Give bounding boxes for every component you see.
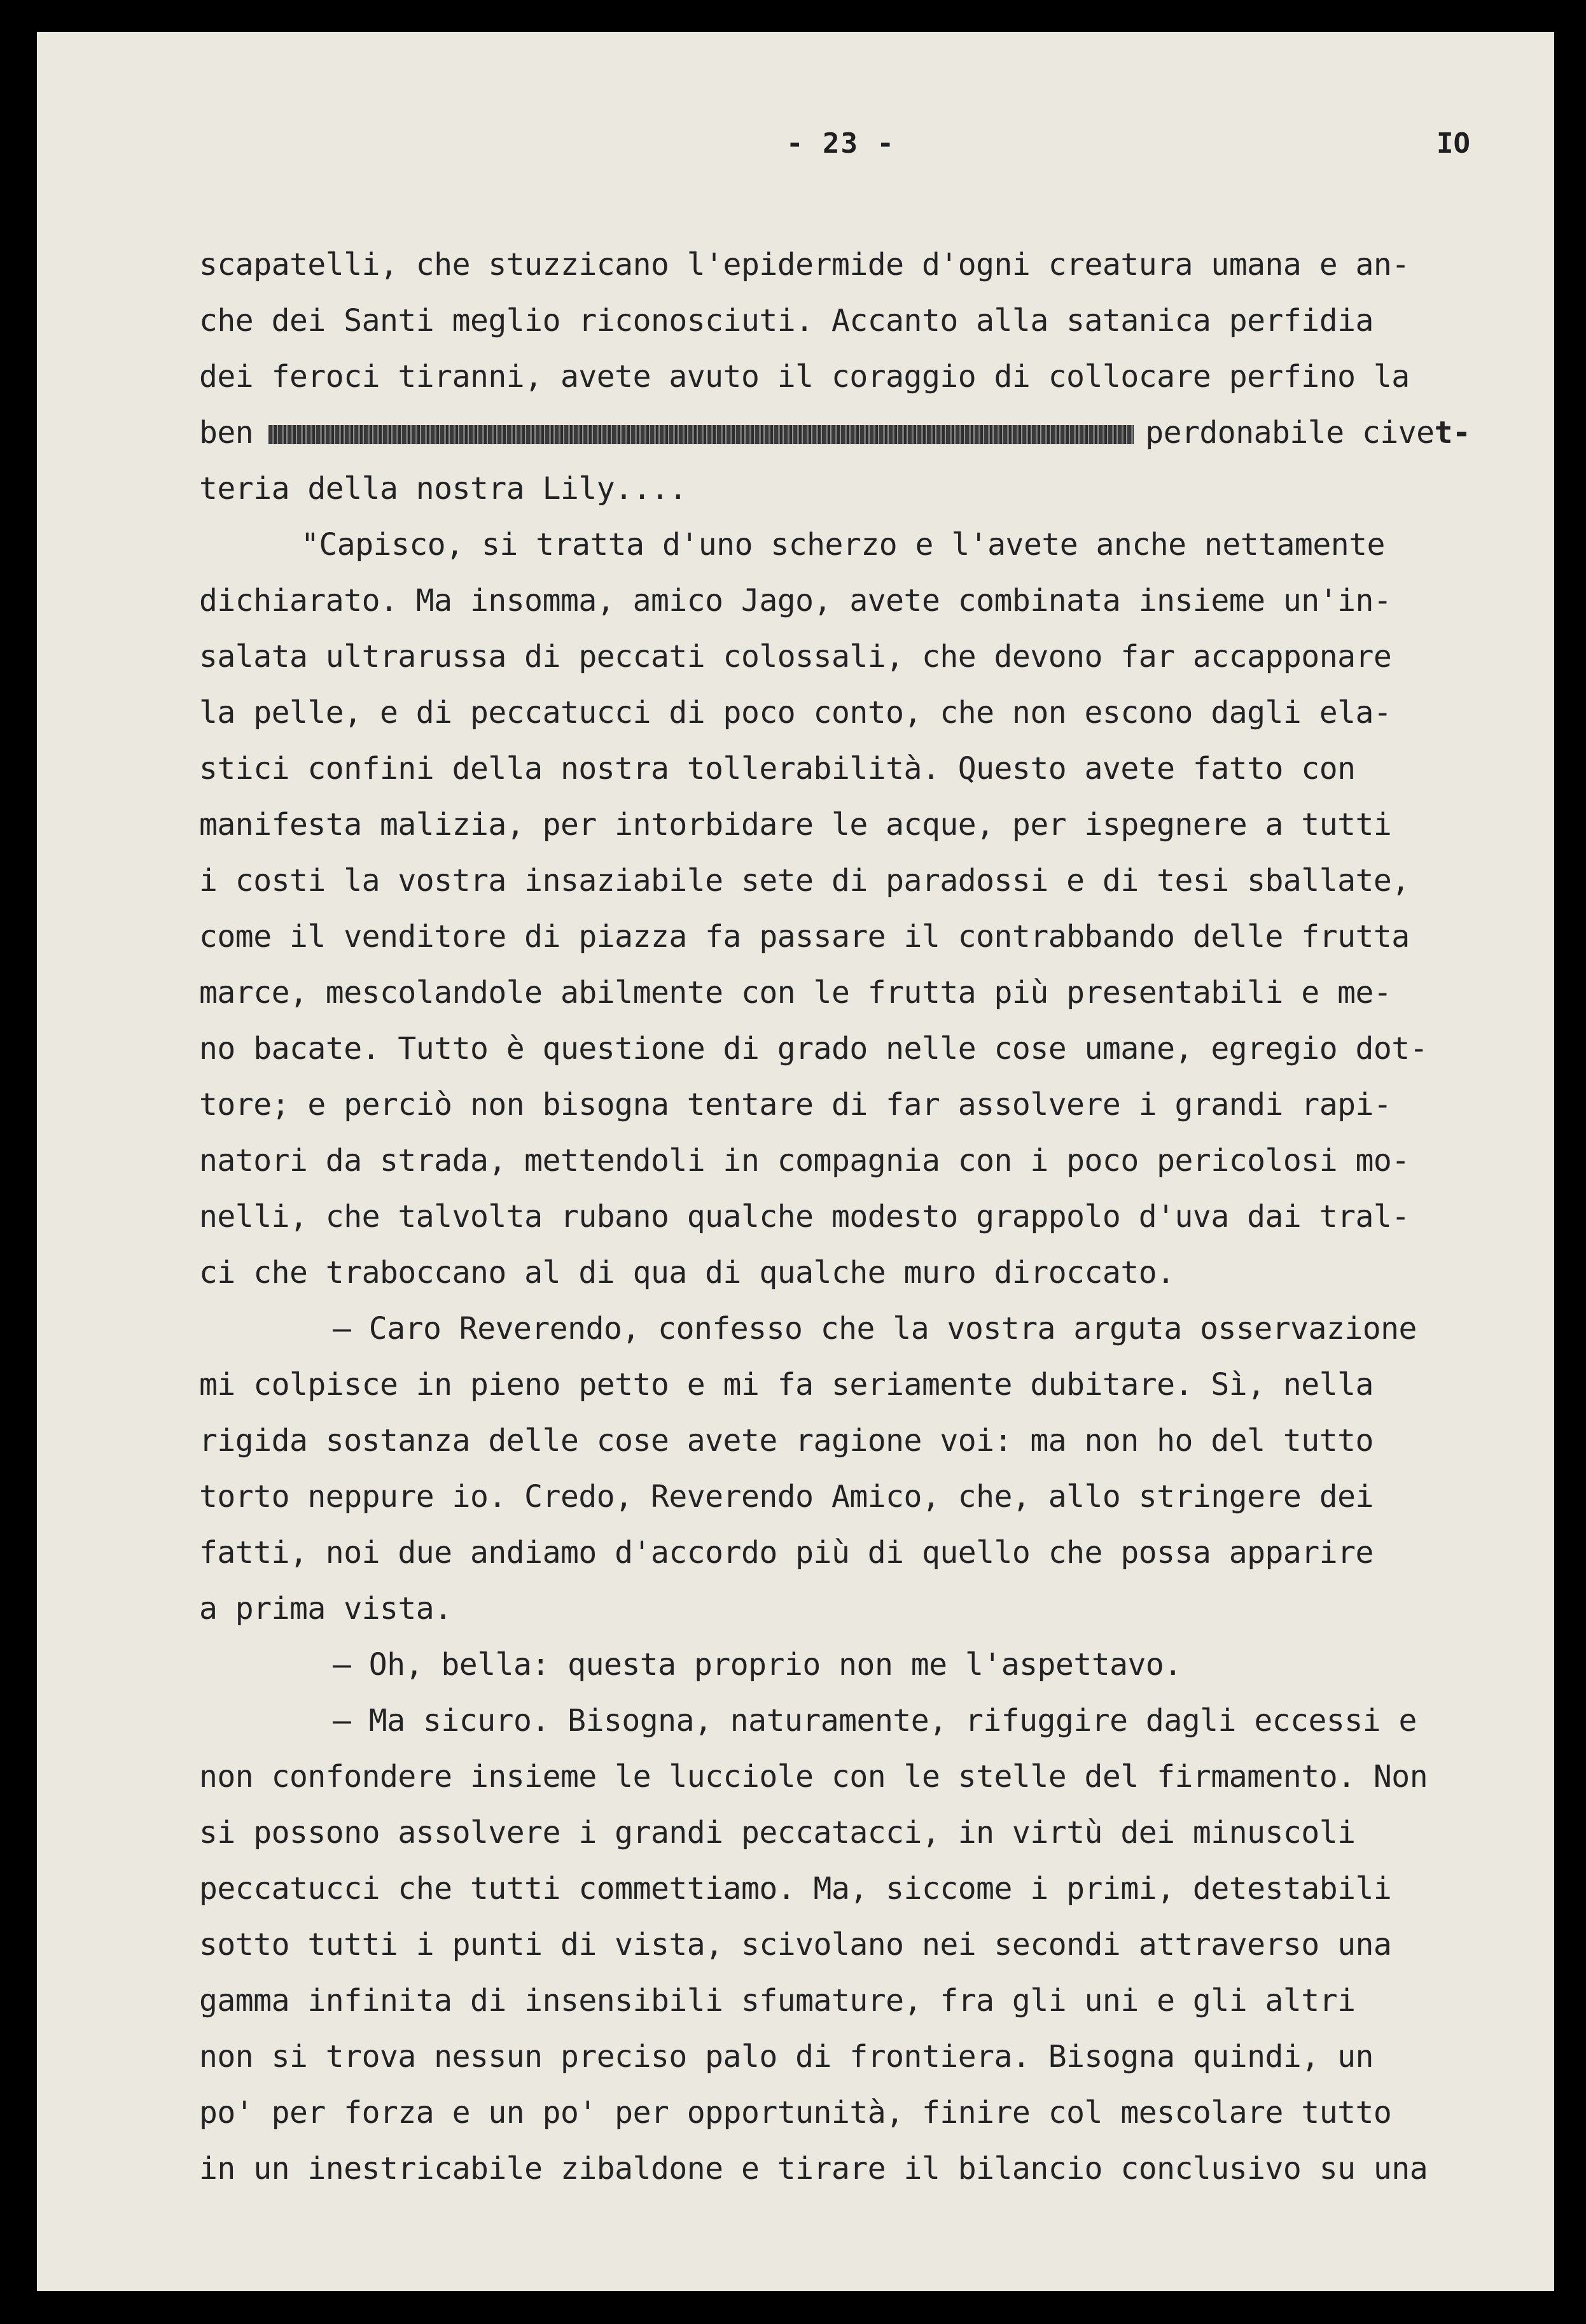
text-line: po' per forza e un po' per opportunità, finire col mescolare tutto [199,2095,1392,2131]
text-fragment: perdonabile cive [1145,415,1435,451]
text-line: torto neppure io. Credo, Reverendo Amico, che, allo stringere dei [199,1479,1374,1515]
text-line: nelli, che talvolta rubano qualche modesto grappolo d'uva dai tral- [199,1199,1410,1235]
sheet-number: IO [1436,127,1470,160]
text-line: in un inestricabile zibaldone e tirare il bilancio conclusivo su una [199,2151,1428,2187]
struck-out-text [268,425,1134,444]
text-line: che dei Santi meglio riconosciuti. Accanto alla satanica perfidia [199,303,1374,339]
dialogue-line: — Ma sicuro. Bisogna, naturamente, rifuggire dagli eccessi e [333,1703,1417,1739]
text-line: fatti, noi due andiamo d'accordo più di quello che possa apparire [199,1535,1374,1571]
dialogue-line: — Oh, bella: questa proprio non me l'aspettavo. [333,1647,1182,1683]
text-line: come il venditore di piazza fa passare il contrabbando delle frutta [199,919,1410,955]
text-line: gamma infinita di insensibili sfumature, fra gli uni e gli altri [199,1983,1356,2019]
text-line: dichiarato. Ma insomma, amico Jago, avete combinata insieme un'in- [199,583,1392,619]
handwritten-correction: t- [1434,415,1471,451]
page-number: - 23 - [786,127,895,160]
text-line: si possono assolvere i grandi peccatacci, in virtù dei minuscoli [199,1815,1356,1851]
text-line: non confondere insieme le lucciole con le stelle del firmamento. Non [199,1759,1428,1795]
text-line: "Capisco, si tratta d'uno scherzo e l'avete anche nettamente [301,527,1385,563]
text-line: teria della nostra Lily.... [199,471,687,507]
text-line: peccatucci che tutti commettiamo. Ma, siccome i primi, detestabili [199,1871,1392,1907]
text-line: scapatelli, che stuzzicano l'epidermide d'ogni creatura umana e an- [199,247,1410,283]
text-line: stici confini della nostra tollerabilità. Questo avete fatto con [199,751,1356,787]
text-line: marce, mescolandole abilmente con le frutta più presentabili e me- [199,975,1392,1011]
text-line-with-strikeout [199,405,1554,461]
text-line: dei feroci tiranni, avete avuto il coraggio di collocare perfino la [199,359,1410,395]
text-line: rigida sostanza delle cose avete ragione voi: ma non ho del tutto [199,1423,1374,1459]
text-line: la pelle, e di peccatucci di poco conto, che non escono dagli ela- [199,695,1392,731]
text-line: no bacate. Tutto è questione di grado nelle cose umane, egregio dot- [199,1031,1428,1067]
text-line: natori da strada, mettendoli in compagnia con i poco pericolosi mo- [199,1143,1410,1179]
body-text [199,237,1554,2197]
text-fragment: ben [199,415,254,451]
dialogue-line: — Caro Reverendo, confesso che la vostra arguta osservazione [333,1311,1417,1347]
text-line: tore; e perciò non bisogna tentare di far assolvere i grandi rapi- [199,1087,1392,1123]
text-line: ci che traboccano al di qua di qualche muro diroccato. [199,1255,1175,1291]
typewritten-page [37,32,1554,2291]
text-line: salata ultrarussa di peccati colossali, che devono far accapponare [199,639,1392,675]
text-line: manifesta malizia, per intorbidare le acque, per ispegnere a tutti [199,807,1392,843]
text-line: mi colpisce in pieno petto e mi fa seriamente dubitare. Sì, nella [199,1367,1374,1403]
text-line: i costi la vostra insaziabile sete di paradossi e di tesi sballate, [199,863,1410,899]
text-line: sotto tutti i punti di vista, scivolano nei secondi attraverso una [199,1927,1392,1963]
text-line: non si trova nessun preciso palo di frontiera. Bisogna quindi, un [199,2039,1374,2075]
text-line: a prima vista. [199,1591,452,1627]
